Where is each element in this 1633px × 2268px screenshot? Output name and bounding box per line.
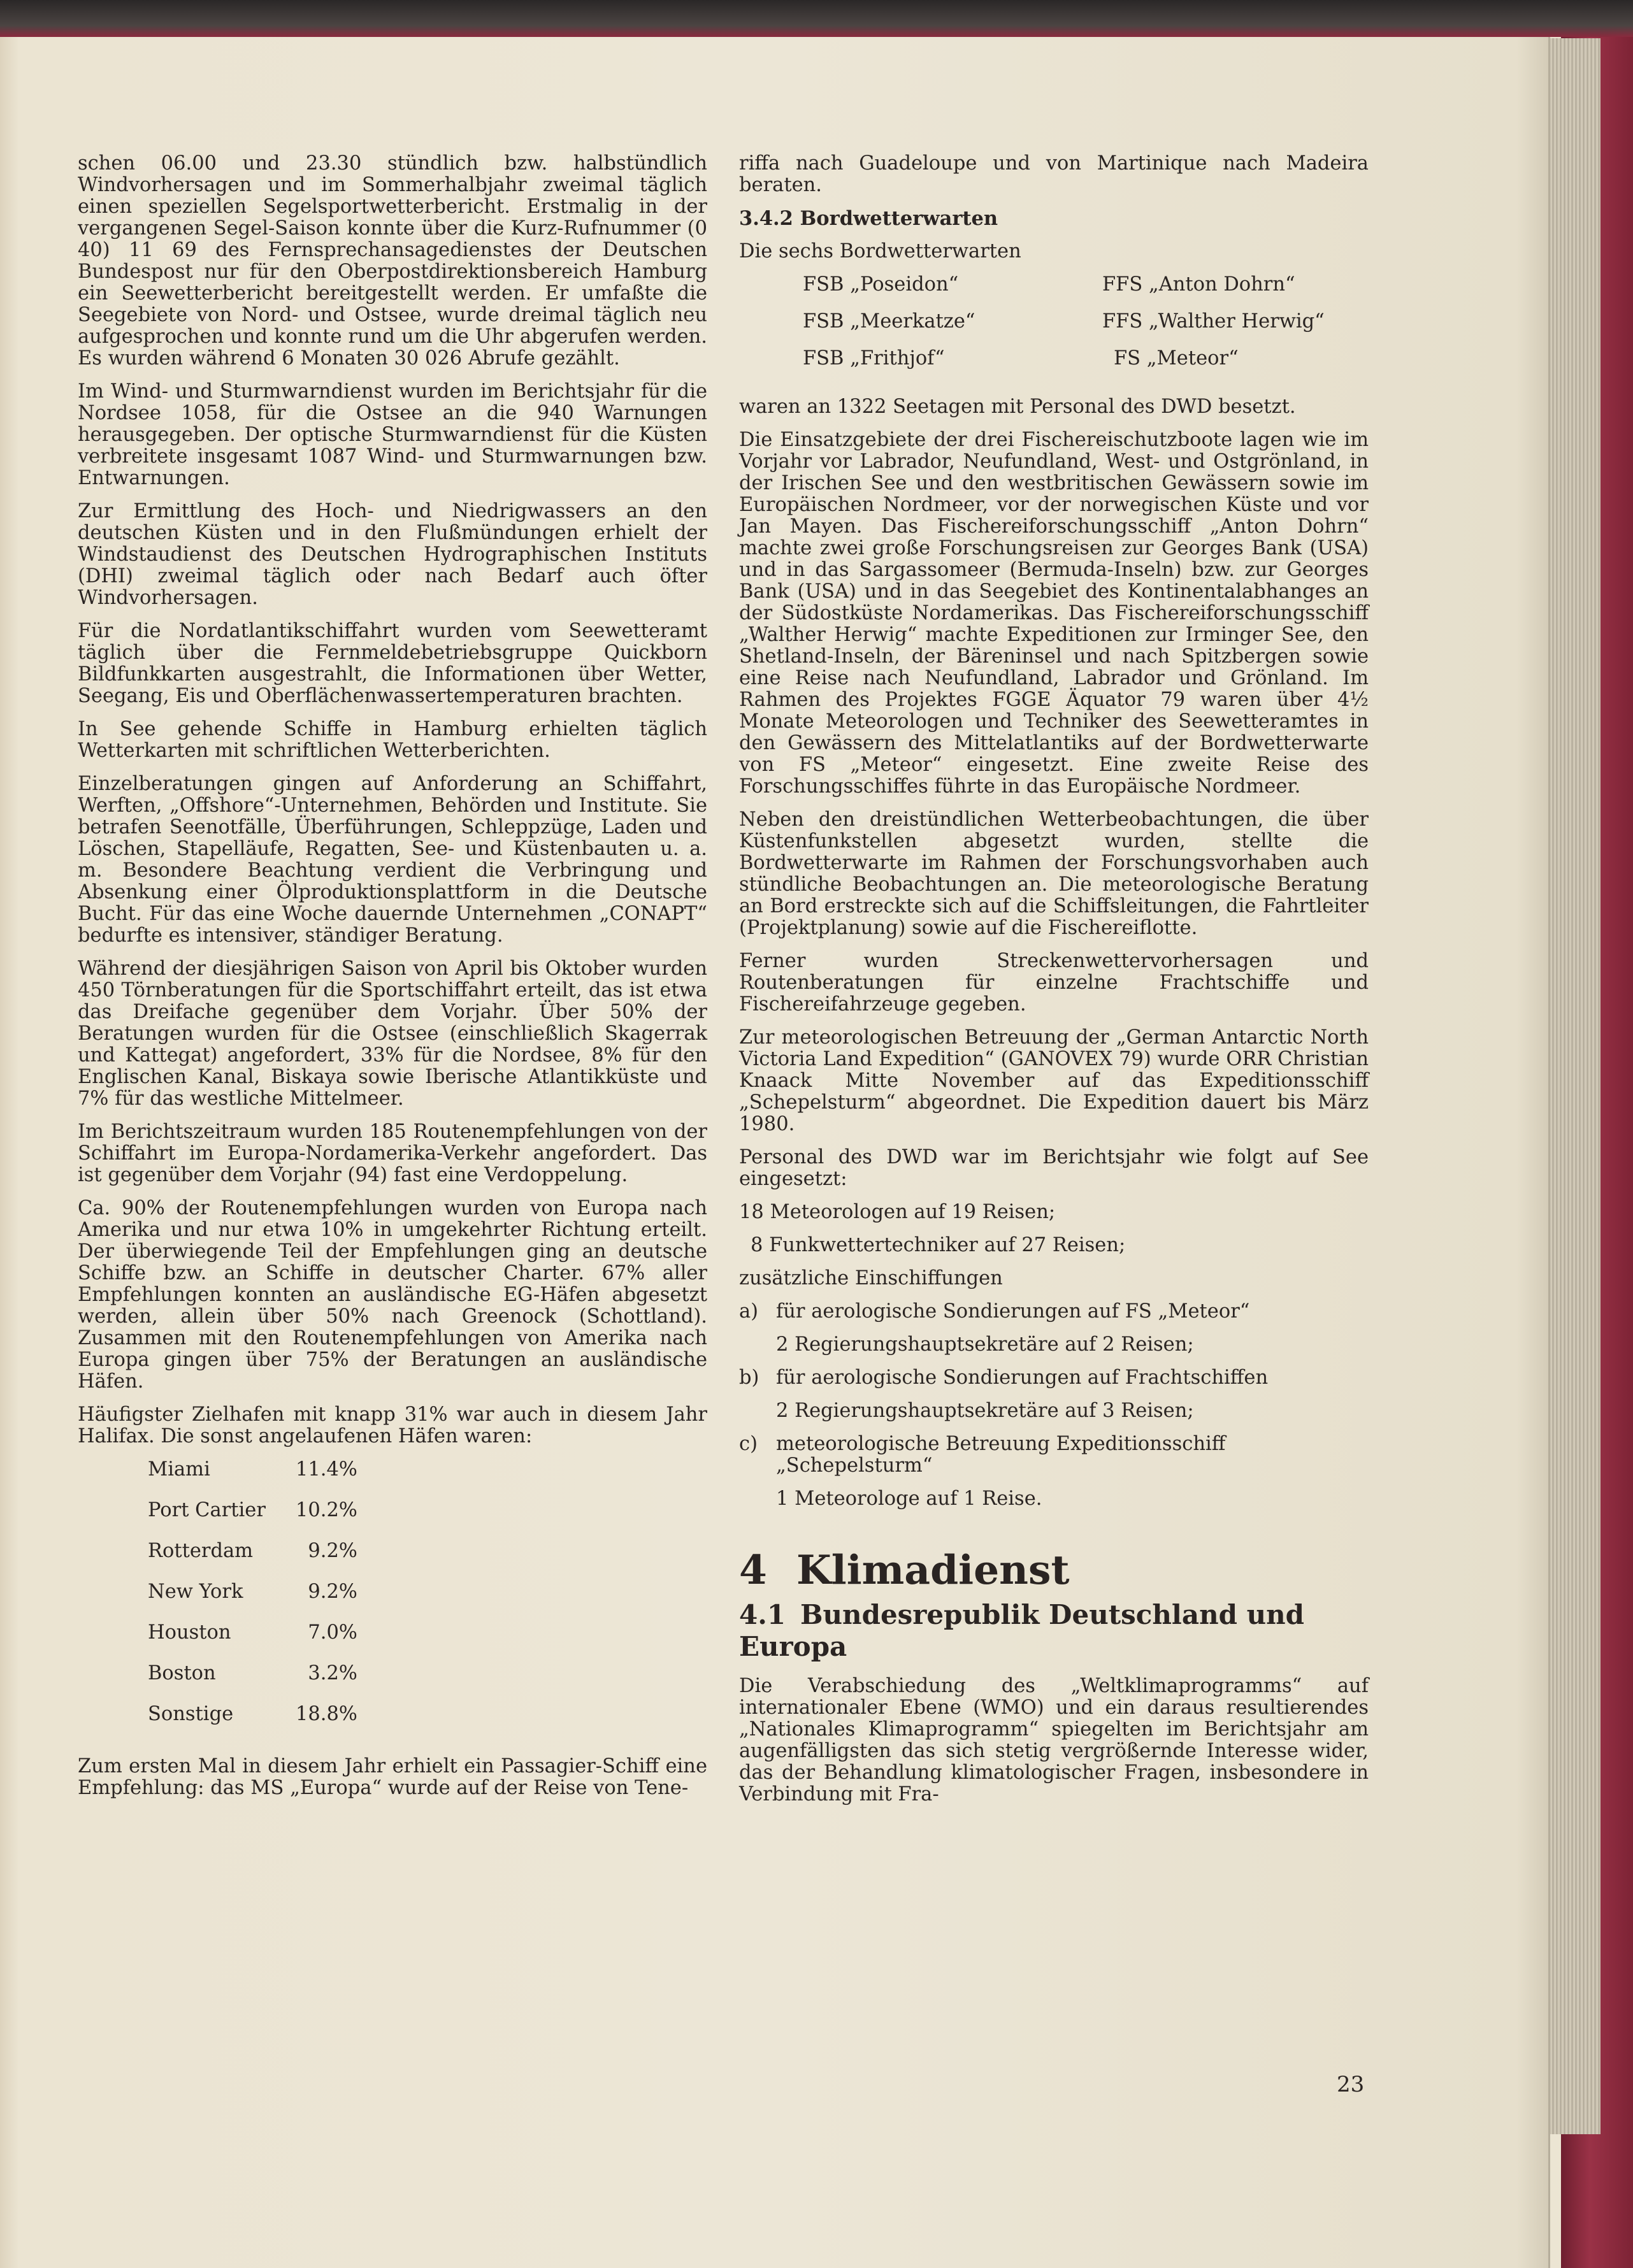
port-share: 7.0% bbox=[308, 1621, 357, 1644]
ports-table bbox=[148, 1459, 357, 1744]
paragraph: Im Berichtszeitraum wurden 185 Routenempfehlungen von der Schiffahrt im Europa-Nordamerika-Verkehr angefordert. Das ist gegenüber dem Vorjahr (94) fast eine Verdoppelung. bbox=[78, 1121, 707, 1186]
paragraph: Neben den dreistündlichen Wetterbeobachtungen, die über Küstenfunkstellen abgesetzt wurden, stellte die Bordwetterwarte im Rahmen der Forschungsvorhaben auch stündliche Beobachtungen an. Die meteorologische Beratung an Bord erstreckte sich auf die Schiffsleitungen, die Fahrtleiter (Projektplanung) sowie auf die Fischereiflotte. bbox=[739, 808, 1369, 939]
paragraph: Personal des DWD war im Berichtsjahr wie folgt auf See eingesetzt: bbox=[739, 1146, 1369, 1190]
paragraph: Zur meteorologischen Betreuung der „German Antarctic North Victoria Land Expedition“ (GANOVEX 79) wurde ORR Christian Knaack Mitte November auf das Expeditionsschiff „Schepelsturm“ abgeordnet. Die Expedition dauert bis März 1980. bbox=[739, 1026, 1369, 1135]
port-name: Port Cartier bbox=[148, 1499, 266, 1521]
port-name: Houston bbox=[148, 1621, 231, 1644]
chapter-title: Klimadienst bbox=[796, 1546, 1070, 1593]
right-column bbox=[739, 153, 1369, 1817]
port-name: New York bbox=[148, 1581, 243, 1603]
table-row bbox=[148, 1500, 357, 1540]
list-subitem: 2 Regierungshauptsekretäre auf 3 Reisen; bbox=[776, 1400, 1194, 1422]
left-column bbox=[78, 153, 707, 1811]
paragraph: Die sechs Bordwetterwarten bbox=[739, 240, 1021, 262]
list-label: a) bbox=[739, 1300, 759, 1323]
chapter-heading bbox=[739, 1547, 1369, 1593]
port-share: 10.2% bbox=[296, 1499, 357, 1521]
paragraph: waren an 1322 Seetagen mit Personal des DWD besetzt. bbox=[739, 396, 1296, 418]
port-share: 9.2% bbox=[308, 1540, 357, 1562]
paragraph: Einzelberatungen gingen auf Anforderung an Schiffahrt, Werften, „Offshore“-Unternehmen, Behörden und Institute. Sie betrafen Seenotfälle, Überführungen, Schleppzüge, Laden und Löschen, Stapelläufe, Regatten, See- und Küstenbauten u. a. m. Besondere Beachtung verdient die Verbringung und Absenkung einer Ölproduktionsplattform in die Deutsche Bucht. Für das eine Woche dauernde Unternehmen „CONAPT“ bedurfte es intensiver, ständiger Beratung. bbox=[78, 773, 707, 947]
section-title: Bundesrepublik Deutschland und Europa bbox=[739, 1599, 1305, 1662]
list-subitem: 1 Meteorologe auf 1 Reise. bbox=[776, 1488, 1042, 1510]
list-line: 8 Funkwettertechniker auf 27 Reisen; bbox=[751, 1234, 1126, 1256]
paragraph: riffa nach Guadeloupe und von Martinique nach Madeira beraten. bbox=[739, 152, 1369, 196]
port-name: Sonstige bbox=[148, 1703, 234, 1725]
ship-name: FSB „Frithjof“ bbox=[803, 347, 945, 370]
paragraph: Für die Nordatlantikschiffahrt wurden vom Seewetteramt täglich über die Fernmeldebetriebsgruppe Quickborn Bildfunkkarten ausgestrahlt, die Informationen über Wetter, Seegang, Eis und Oberflächenwassertemperaturen brachten. bbox=[78, 620, 707, 707]
port-share: 9.2% bbox=[308, 1581, 357, 1603]
paragraph: Ca. 90% der Routenempfehlungen wurden von Europa nach Amerika und nur etwa 10% in umgekehrter Richtung erteilt. Der überwiegende Teil der Empfehlungen ging an deutsche Schiffe bzw. an Schiffe in deutscher Charter. 67% aller Empfehlungen konnten an ausländische EG-Häfen abgesetzt werden, allein über 50% nach Greenock (Schottland). Zusammen mit den Routenempfehlungen von Amerika nach Europa gingen über 75% der Beratungen an ausländische Häfen. bbox=[78, 1197, 707, 1393]
paragraph: Die Einsatzgebiete der drei Fischereischutzboote lagen wie im Vorjahr vor Labrador, Neufundland, West- und Ostgrönland, in der Irischen See und den westbritischen Gewässern sowie im Europäischen Nordmeer, vor der norwegischen Küste und vor Jan Mayen. Das Fischereiforschungsschiff „Anton Dohrn“ machte zwei große Forschungsreisen zur Georges Bank (USA) und in das Sargassomeer (Bermuda-Inseln) bzw. zur Georges Bank (USA) und in das Seegebiet des Kontinentalabhanges an der Südostküste Nordamerikas. Das Fischereiforschungsschiff „Walther Herwig“ machte Expeditionen zur Irminger See, den Shetland-Inseln, der Bäreninsel und nach Spitzbergen sowie eine Reise nach Neufundland, Labrador und Grönland. Im Rahmen des Projektes FGGE Äquator 79 waren über 4½ Monate Meteorologen und Techniker des Seewetteramtes in den Gewässern des Mittelatlantiks auf der Bordwetterwarte von FS „Meteor“ eingesetzt. Eine zweite Reise des Forschungsschiffes führte in das Europäische Nordmeer. bbox=[739, 429, 1369, 798]
paragraph: Ferner wurden Streckenwettervorhersagen und Routenberatungen für einzelne Frachtschiffe und Fischereifahrzeuge gegeben. bbox=[739, 950, 1369, 1016]
list-item bbox=[739, 1301, 1369, 1323]
port-name: Rotterdam bbox=[148, 1540, 254, 1562]
list-line: zusätzliche Einschiffungen bbox=[739, 1267, 1003, 1289]
table-row bbox=[148, 1663, 357, 1704]
ship-name: FFS „Anton Dohrn“ bbox=[1102, 273, 1295, 296]
paragraph: schen 06.00 und 23.30 stündlich bzw. halbstündlich Windvorhersagen und im Sommerhalbjahr zweimal täglich einen speziellen Segelsportwetterbericht. Erstmalig in der vergangenen Segel-Saison konnte über die Kurz-Rufnummer (0 40) 11 69 des Fernsprechansagedienstes der Deutschen Bundespost nur für den Oberpostdirektionsbereich Hamburg ein Seewetterbericht bereitgestellt werden. Er umfaßte die Seegebiete von Nord- und Ostsee, wurde dreimal täglich neu aufgesprochen und konnte rund um die Uhr abgerufen werden. Es wurden während 6 Monaten 30 026 Abrufe gezählt. bbox=[78, 152, 707, 370]
table-row bbox=[148, 1622, 357, 1663]
section-number: 4.1 bbox=[739, 1599, 786, 1630]
ship-name: FSB „Poseidon“ bbox=[803, 273, 959, 296]
section-heading bbox=[739, 1599, 1369, 1663]
list-subitem: 2 Regierungshauptsekretäre auf 2 Reisen; bbox=[776, 1333, 1194, 1356]
port-name: Boston bbox=[148, 1662, 216, 1684]
list-label: b) bbox=[739, 1367, 759, 1389]
table-row bbox=[148, 1540, 357, 1581]
paragraph: Während der diesjährigen Saison von April bis Oktober wurden 450 Törnberatungen für die Sportschiffahrt erteilt, das ist etwa das Dreifache gegenüber dem Vorjahr. Über 50% der Beratungen wurden für die Ostsee (einschließlich Skagerrak und Kattegat) angefordert, 33% für die Nordsee, 8% für den Englischen Kanal, Biskaya sowie Iberische Atlantikküste und 7% für das westliche Mittelmeer. bbox=[78, 958, 707, 1110]
paragraph: Die Verabschiedung des „Weltklimaprogramms“ auf internationaler Ebene (WMO) und ein daraus resultierendes „Nationales Klimaprogramm“ spiegelten im Berichtsjahr am augenfälligsten das sich stetig vergrößernde Interesse wider, das der Behandlung klimatologischer Fragen, insbesondere in Verbindung mit Fra- bbox=[739, 1675, 1369, 1805]
list-item bbox=[739, 1433, 1369, 1477]
list-item bbox=[739, 1367, 1369, 1389]
table-row bbox=[148, 1459, 357, 1500]
ship-name: FFS „Walther Herwig“ bbox=[1102, 310, 1325, 333]
list-text: für aerologische Sondierungen auf Frachtschiffen bbox=[776, 1367, 1269, 1389]
port-share: 3.2% bbox=[308, 1662, 357, 1684]
table-row bbox=[803, 274, 1325, 311]
ships-table bbox=[803, 274, 1325, 385]
paragraph: Zur Ermittlung des Hoch- und Niedrigwassers an den deutschen Küsten und in den Flußmündungen erhielt der Windstaudienst des Deutschen Hydrographischen Instituts (DHI) zweimal täglich oder nach Bedarf auch öfter Windvorhersagen. bbox=[78, 500, 707, 609]
port-share: 11.4% bbox=[296, 1458, 357, 1481]
list-line: 18 Meteorologen auf 19 Reisen; bbox=[739, 1201, 1056, 1223]
list-text: meteorologische Betreuung Expeditionsschiff „Schepelsturm“ bbox=[776, 1433, 1226, 1477]
port-share: 18.8% bbox=[296, 1703, 357, 1725]
top-border bbox=[0, 0, 1633, 37]
paragraph: Im Wind- und Sturmwarndienst wurden im Berichtsjahr für die Nordsee 1058, für die Ostsee an die 940 Warnungen herausgegeben. Der optische Sturmwarndienst für die Küsten verbreitete insgesamt 1087 Wind- und Sturmwarnungen bzw. Entwarnungen. bbox=[78, 380, 707, 489]
list-label: c) bbox=[739, 1433, 758, 1455]
ship-name: FS „Meteor“ bbox=[1114, 347, 1239, 370]
paragraph: Zum ersten Mal in diesem Jahr erhielt ein Passagier-Schiff eine Empfehlung: das MS „Europa“ wurde auf der Reise von Tene- bbox=[78, 1755, 707, 1799]
paragraph: Häufigster Zielhafen mit knapp 31% war auch in diesem Jahr Halifax. Die sonst angelaufenen Häfen waren: bbox=[78, 1403, 707, 1447]
table-row bbox=[803, 311, 1325, 348]
table-row bbox=[148, 1704, 357, 1744]
ship-name: FSB „Meerkatze“ bbox=[803, 310, 975, 333]
table-row bbox=[148, 1581, 357, 1622]
list-text: für aerologische Sondierungen auf FS „Meteor“ bbox=[776, 1300, 1250, 1323]
page-number: 23 bbox=[1337, 2072, 1365, 2097]
section-heading: 3.4.2 Bordwetterwarten bbox=[739, 207, 998, 230]
paragraph: In See gehende Schiffe in Hamburg erhielten täglich Wetterkarten mit schriftlichen Wetterberichten. bbox=[78, 718, 707, 762]
port-name: Miami bbox=[148, 1458, 210, 1481]
chapter-number: 4 bbox=[739, 1546, 767, 1593]
table-row bbox=[803, 348, 1325, 385]
